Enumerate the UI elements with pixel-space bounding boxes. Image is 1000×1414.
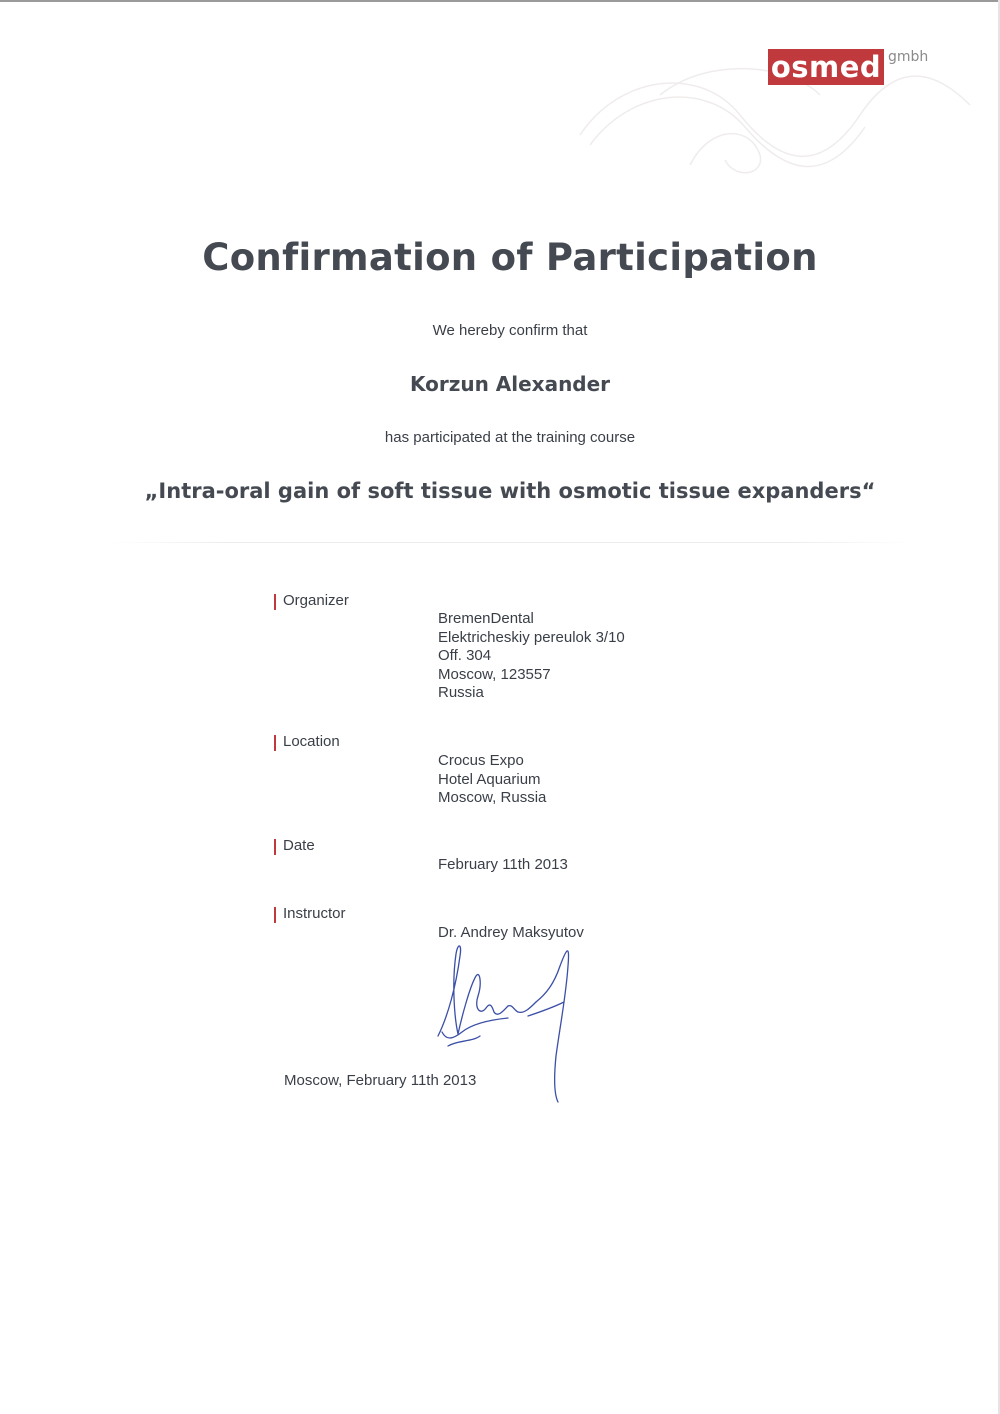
organizer-line: Elektricheskiy pereulok 3/10 <box>438 628 625 646</box>
section-divider <box>110 542 910 543</box>
date-line: February 11th 2013 <box>438 856 568 873</box>
organizer-line: Moscow, 123557 <box>438 665 551 683</box>
location-line: Hotel Aquarium <box>438 770 541 788</box>
location-label: Location <box>274 733 340 750</box>
instructor-name: Dr. Andrey Maksyutov <box>438 924 584 941</box>
location-value <box>438 752 546 808</box>
logo-brand: osmed <box>768 49 884 85</box>
page-title: Confirmation of Participation <box>202 236 818 279</box>
course-title: „Intra-oral gain of soft tissue with osmotic tissue expanders“ <box>144 479 876 503</box>
organizer-line: Russia <box>438 684 484 701</box>
organizer-line: BremenDental <box>438 610 534 627</box>
location-line: Moscow, Russia <box>438 789 547 806</box>
organizer-line: Off. 304 <box>438 647 492 664</box>
organizer-value <box>438 610 625 703</box>
organizer-label: Organizer <box>274 592 349 609</box>
instructor-label: Instructor <box>274 905 346 922</box>
participated-text: has participated at the training course <box>384 429 636 446</box>
footer-place-date: Moscow, February 11th 2013 <box>284 1072 477 1089</box>
top-border <box>0 0 1000 2</box>
intro-text: We hereby confirm that <box>432 322 588 339</box>
location-line: Crocus Expo <box>438 752 524 769</box>
logo-suffix: gmbh <box>888 49 929 65</box>
participant-name: Korzun Alexander <box>409 372 611 396</box>
date-label: Date <box>274 837 315 854</box>
date-value <box>438 856 568 875</box>
